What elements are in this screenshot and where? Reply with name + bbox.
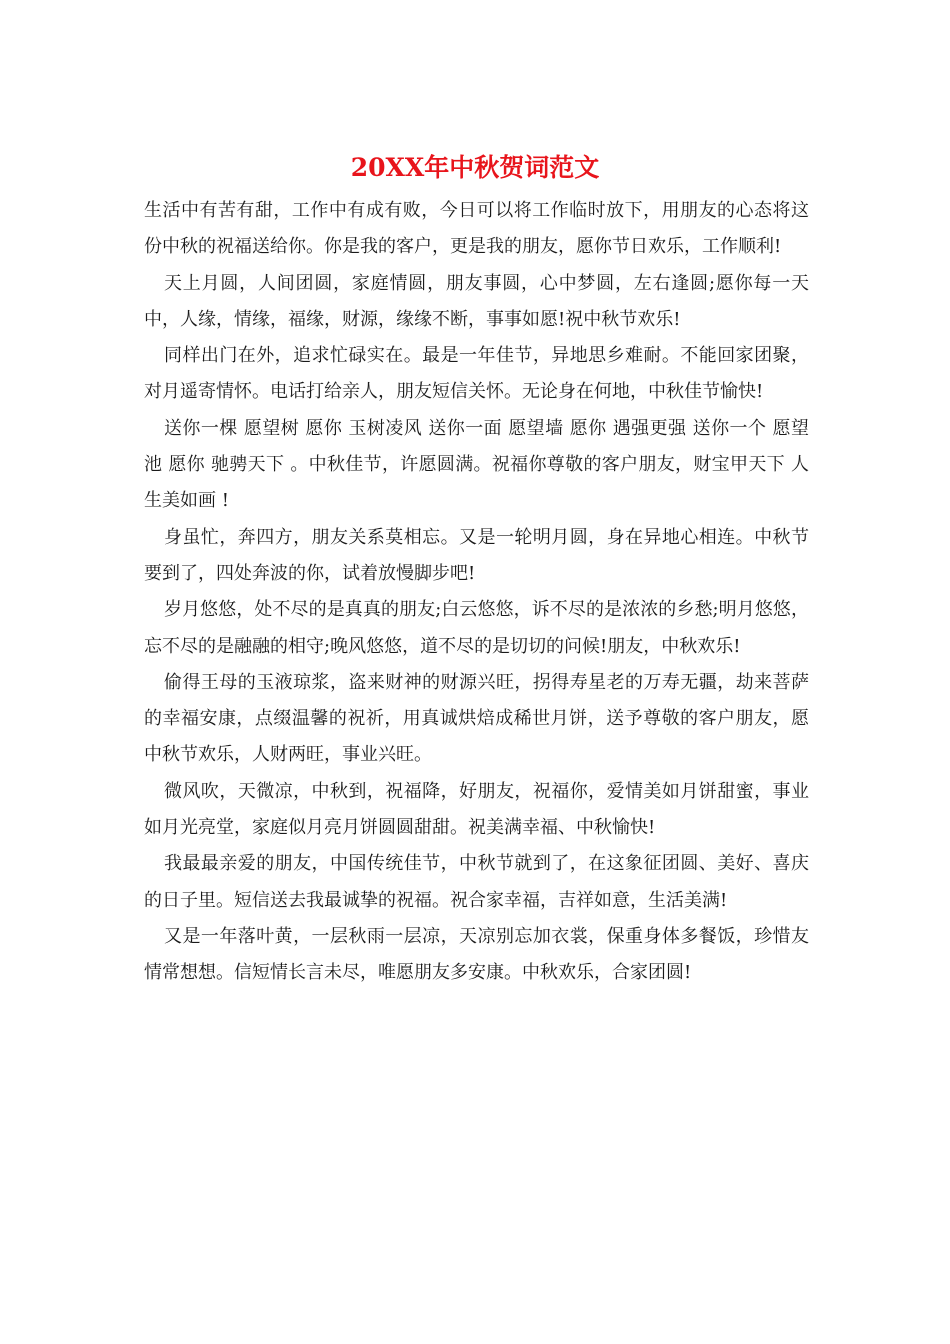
paragraph-9: 我最最亲爱的朋友，中国传统佳节，中秋节就到了，在这象征团圆、美好、喜庆的日子里。短信送去我最诚挚的祝福。祝合家幸福，吉祥如意，生活美满! xyxy=(144,853,809,911)
paragraph-2: 天上月圆，人间团圆，家庭情圆，朋友事圆，心中梦圆，左右逢圆;愿你每一天中，人缘，情缘，福缘，财源，缘缘不断，事事如愿!祝中秋节欢乐! xyxy=(144,272,809,330)
paragraph-6: 岁月悠悠，处不尽的是真真的朋友;白云悠悠，诉不尽的是浓浓的乡愁;明月悠悠，忘不尽的是融融的相守;晚风悠悠，道不尽的是切切的问候!朋友，中秋欢乐! xyxy=(144,599,809,657)
paragraph-3: 同样出门在外，追求忙碌实在。最是一年佳节，异地思乡难耐。不能回家团聚，对月遥寄情怀。电话打给亲人，朋友短信关怀。无论身在何地，中秋佳节愉快! xyxy=(144,345,809,403)
paragraph-4: 送你一棵 愿望树 愿你 玉树凌风 送你一面 愿望墙 愿你 遇强更强 送你一个 愿望池 愿你 驰骋天下 。中秋佳节，许愿圆满。祝福你尊敬的客户朋友，财宝甲天下 人生美如画 ! xyxy=(144,417,809,512)
document-body xyxy=(144,193,809,992)
document-title: 20XX年中秋贺词范文 xyxy=(350,153,600,182)
paragraph-1: 生活中有苦有甜，工作中有成有败，今日可以将工作临时放下，用朋友的心态将这份中秋的祝福送给你。你是我的客户，更是我的朋友，愿你节日欢乐，工作顺利! xyxy=(144,200,809,258)
paragraph-7: 偷得王母的玉液琼浆，盗来财神的财源兴旺，拐得寿星老的万寿无疆，劫来菩萨的幸福安康，点缀温馨的祝祈，用真诚烘焙成稀世月饼，送予尊敬的客户朋友，愿中秋节欢乐，人财两旺，事业兴旺。 xyxy=(144,671,809,766)
paragraph-10: 又是一年落叶黄，一层秋雨一层凉，天凉别忘加衣裳，保重身体多餐饭，珍惜友情常想想。信短情长言未尽，唯愿朋友多安康。中秋欢乐，合家团圆! xyxy=(144,925,809,984)
paragraph-5: 身虽忙，奔四方，朋友关系莫相忘。又是一轮明月圆，身在异地心相连。中秋节要到了，四处奔波的你，试着放慢脚步吧! xyxy=(144,526,809,584)
paragraph-8: 微风吹，天微凉，中秋到，祝福降，好朋友，祝福你，爱情美如月饼甜蜜，事业如月光亮堂，家庭似月亮月饼圆圆甜甜。祝美满幸福、中秋愉快! xyxy=(144,780,809,839)
